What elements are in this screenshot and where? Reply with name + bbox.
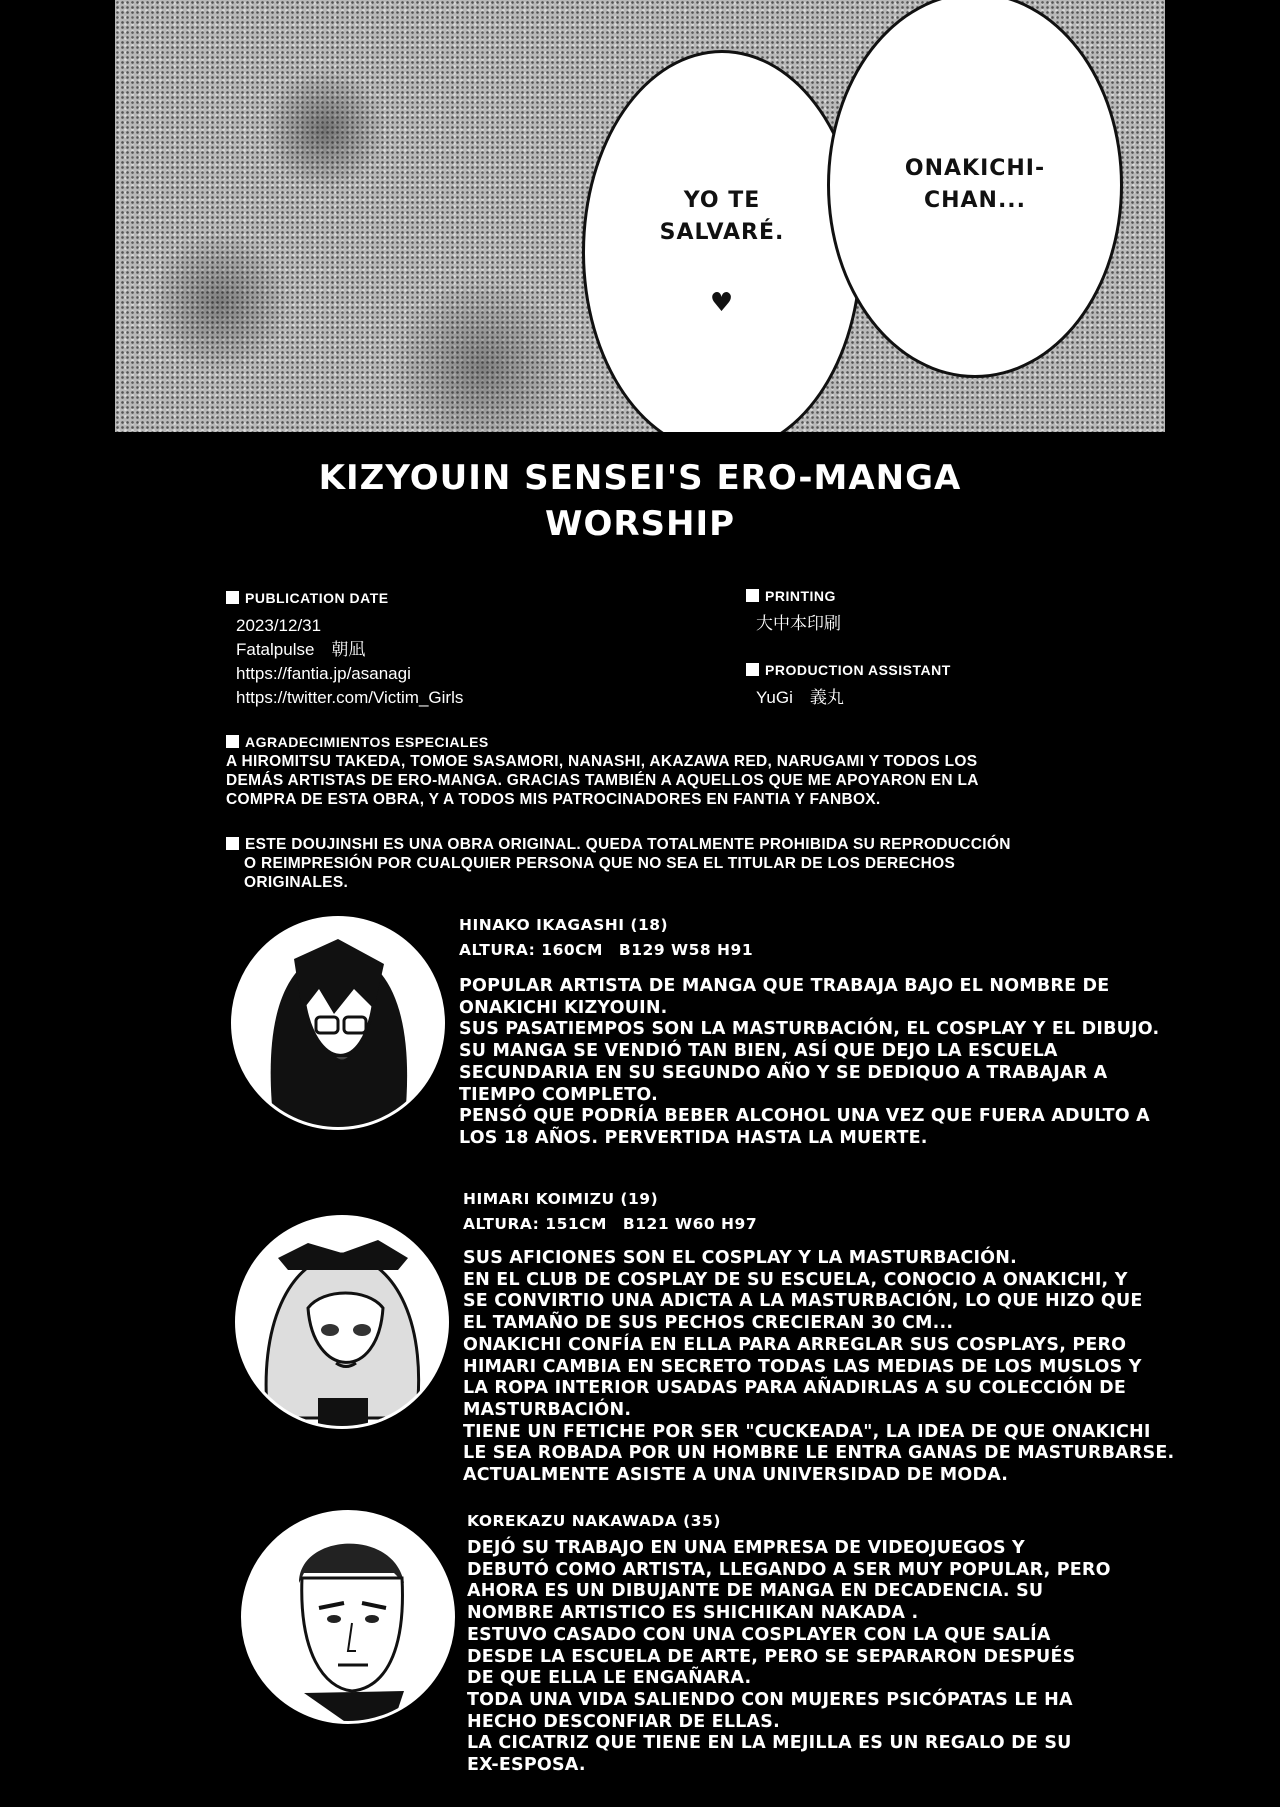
square-bullet-icon xyxy=(746,663,759,676)
avatar-hinako xyxy=(231,916,445,1130)
publication-heading xyxy=(226,586,463,610)
bio-line: HECHO DESCONFIAR DE ELLAS. xyxy=(467,1711,780,1732)
character-hinako xyxy=(459,912,1179,1150)
book-title xyxy=(250,455,1030,547)
bio-line: DEJÓ SU TRABAJO EN UNA EMPRESA DE VIDEOJUEGOS Y xyxy=(467,1538,1025,1558)
bubble-line: ONAKICHI- xyxy=(904,156,1046,181)
speech-bubble-right xyxy=(827,0,1123,378)
bio-line: ACTUALMENTE ASISTE A UNA UNIVERSIDAD DE MODA. xyxy=(463,1465,1009,1486)
thanks-block xyxy=(226,733,979,809)
title-line: KIZYOUIN SENSEI'S ERO-MANGA xyxy=(318,458,962,498)
bio-line: EL TAMAÑO DE SUS PECHOS CRECIERAN 30 CM... xyxy=(463,1313,954,1334)
bio-line: LA CICATRIZ QUE TIENE EN LA MEJILLA ES UN REGALO DE SU xyxy=(467,1733,1072,1754)
printing-heading xyxy=(746,584,841,608)
notice-line xyxy=(226,835,1011,854)
bio-line: ESTUVO CASADO CON UNA COSPLAYER CON LA QUE SALÍA xyxy=(467,1624,1051,1645)
assistant-heading-label: PRODUCTION ASSISTANT xyxy=(765,662,951,678)
notice-line: O REIMPRESIÓN POR CUALQUIER PERSONA QUE NO SEA EL TITULAR DE LOS DERECHOS xyxy=(244,855,956,872)
bubble-line: YO TE xyxy=(683,188,761,213)
square-bullet-icon xyxy=(226,735,239,748)
thanks-line: A HIROMITSU TAKEDA, TOMOE SASAMORI, NANASHI, AKAZAWA RED, NARUGAMI Y TODOS LOS xyxy=(226,753,978,770)
bio-line: ONAKICHI CONFÍA EN ELLA PARA ARREGLAR SUS COSPLAYS, PERO xyxy=(463,1334,1127,1355)
character-bio xyxy=(467,1538,1187,1777)
publication-block xyxy=(226,586,463,710)
notice-line-text: ESTE DOUJINSHI ES UNA OBRA ORIGINAL. QUEDA TOTALMENTE PROHIBIDA SU REPRODUCCIÓN xyxy=(245,836,1011,853)
assistant-value: YuGi 義丸 xyxy=(756,688,844,707)
character-stats: ALTURA: 151CM B121 W60 H97 xyxy=(463,1215,758,1233)
thanks-heading xyxy=(226,733,979,752)
bio-line: SECUNDARIA EN SU SEGUNDO AÑO Y SE DEDIQUO A TRABAJAR A xyxy=(459,1062,1108,1083)
bio-line: SE CONVIRTIO UNA ADICTA A LA MASTURBACIÓN, LO QUE HIZO QUE xyxy=(463,1291,1143,1312)
bio-line: ONAKICHI KIZYOUIN. xyxy=(459,997,668,1018)
thanks-line: COMPRA DE ESTA OBRA, Y A TODOS MIS PATROCINADORES EN FANTIA Y FANBOX. xyxy=(226,791,881,808)
manga-panel xyxy=(115,0,1165,432)
bio-line: HIMARI CAMBIA EN SECRETO TODAS LAS MEDIAS DE LOS MUSLOS Y xyxy=(463,1356,1142,1377)
character-bio xyxy=(459,976,1179,1150)
character-stats: ALTURA: 160CM B129 W58 H91 xyxy=(459,941,754,959)
bio-line: LE SEA ROBADA POR UN HOMBRE LE ENTRA GANAS DE MASTURBARSE. xyxy=(463,1443,1175,1464)
bio-line: PENSÓ QUE PODRÍA BEBER ALCOHOL UNA VEZ QUE FUERA ADULTO A xyxy=(459,1106,1150,1127)
printing-block xyxy=(746,584,841,636)
printing-value: 大中本印刷 xyxy=(756,614,841,633)
bio-line: POPULAR ARTISTA DE MANGA QUE TRABAJA BAJO EL NOMBRE DE xyxy=(459,976,1110,996)
bio-line: LOS 18 AÑOS. PERVERTIDA HASTA LA MUERTE. xyxy=(459,1127,928,1148)
hinako-portrait-icon xyxy=(234,919,442,1127)
character-himari xyxy=(463,1186,1183,1487)
twitter-link: https://twitter.com/Victim_Girls xyxy=(236,688,464,707)
bio-line: NOMBRE ARTISTICO ES SHICHIKAN NAKADA . xyxy=(467,1603,919,1624)
korekazu-portrait-icon xyxy=(244,1513,452,1721)
character-name: HINAKO IKAGASHI (18) xyxy=(459,916,669,934)
square-bullet-icon xyxy=(226,591,239,604)
fantia-link: https://fantia.jp/asanagi xyxy=(236,664,411,683)
publication-heading-label: PUBLICATION DATE xyxy=(245,590,389,606)
author-name: Fatalpulse 朝凪 xyxy=(236,640,366,659)
character-name: KOREKAZU NAKAWADA (35) xyxy=(467,1512,721,1530)
character-name: HIMARI KOIMIZU (19) xyxy=(463,1190,659,1208)
bio-line: EN EL CLUB DE COSPLAY DE SU ESCUELA, CONOCIO A ONAKICHI, Y xyxy=(463,1269,1128,1290)
thanks-line: DEMÁS ARTISTAS DE ERO-MANGA. GRACIAS TAMBIÉN A AQUELLOS QUE ME APOYARON EN LA xyxy=(226,772,979,789)
bio-line: AHORA ES UN DIBUJANTE DE MANGA EN DECADENCIA. SU xyxy=(467,1581,1044,1602)
avatar-himari xyxy=(235,1215,449,1429)
character-bio xyxy=(463,1248,1183,1487)
bubble-line: SALVARÉ. xyxy=(659,220,785,245)
publication-date: 2023/12/31 xyxy=(236,616,322,635)
bio-line: TODA UNA VIDA SALIENDO CON MUJERES PSICÓPATAS LE HA xyxy=(467,1689,1073,1710)
bio-line: DE QUE ELLA LE ENGAÑARA. xyxy=(467,1668,752,1689)
square-bullet-icon xyxy=(226,837,239,850)
bio-line: SUS AFICIONES SON EL COSPLAY Y LA MASTURBACIÓN. xyxy=(463,1248,1017,1268)
copyright-notice xyxy=(226,835,1011,892)
bio-line: LA ROPA INTERIOR USADAS PARA AÑADIRLAS A SU COLECCIÓN DE xyxy=(463,1378,1126,1399)
speech-bubble-left xyxy=(582,50,862,432)
heart-icon: ♥ xyxy=(709,288,735,318)
himari-portrait-icon xyxy=(238,1218,446,1426)
bio-line: DESDE LA ESCUELA DE ARTE, PERO SE SEPARARON DESPUÉS xyxy=(467,1646,1076,1667)
notice-line: ORIGINALES. xyxy=(244,874,349,891)
bio-line: MASTURBACIÓN. xyxy=(463,1399,632,1420)
avatar-korekazu xyxy=(241,1510,455,1724)
title-line: WORSHIP xyxy=(544,504,736,544)
assistant-heading xyxy=(746,658,951,682)
bubble-line: CHAN... xyxy=(923,188,1027,213)
square-bullet-icon xyxy=(746,589,759,602)
thanks-heading-label: AGRADECIMIENTOS ESPECIALES xyxy=(245,734,489,750)
bio-line: SUS PASATIEMPOS SON LA MASTURBACIÓN, EL COSPLAY Y EL DIBUJO. xyxy=(459,1019,1160,1040)
bio-line: EX-ESPOSA. xyxy=(467,1755,586,1776)
bio-line: TIENE UN FETICHE POR SER "CUCKEADA", LA IDEA DE QUE ONAKICHI xyxy=(463,1421,1151,1442)
bio-line: DEBUTÓ COMO ARTISTA, LLEGANDO A SER MUY POPULAR, PERO xyxy=(467,1559,1111,1580)
character-korekazu xyxy=(467,1508,1187,1777)
assistant-block xyxy=(746,658,951,710)
bio-line: SU MANGA SE VENDIÓ TAN BIEN, ASÍ QUE DEJO LA ESCUELA xyxy=(459,1041,1058,1062)
bio-line: TIEMPO COMPLETO. xyxy=(459,1084,658,1105)
printing-heading-label: PRINTING xyxy=(765,588,836,604)
